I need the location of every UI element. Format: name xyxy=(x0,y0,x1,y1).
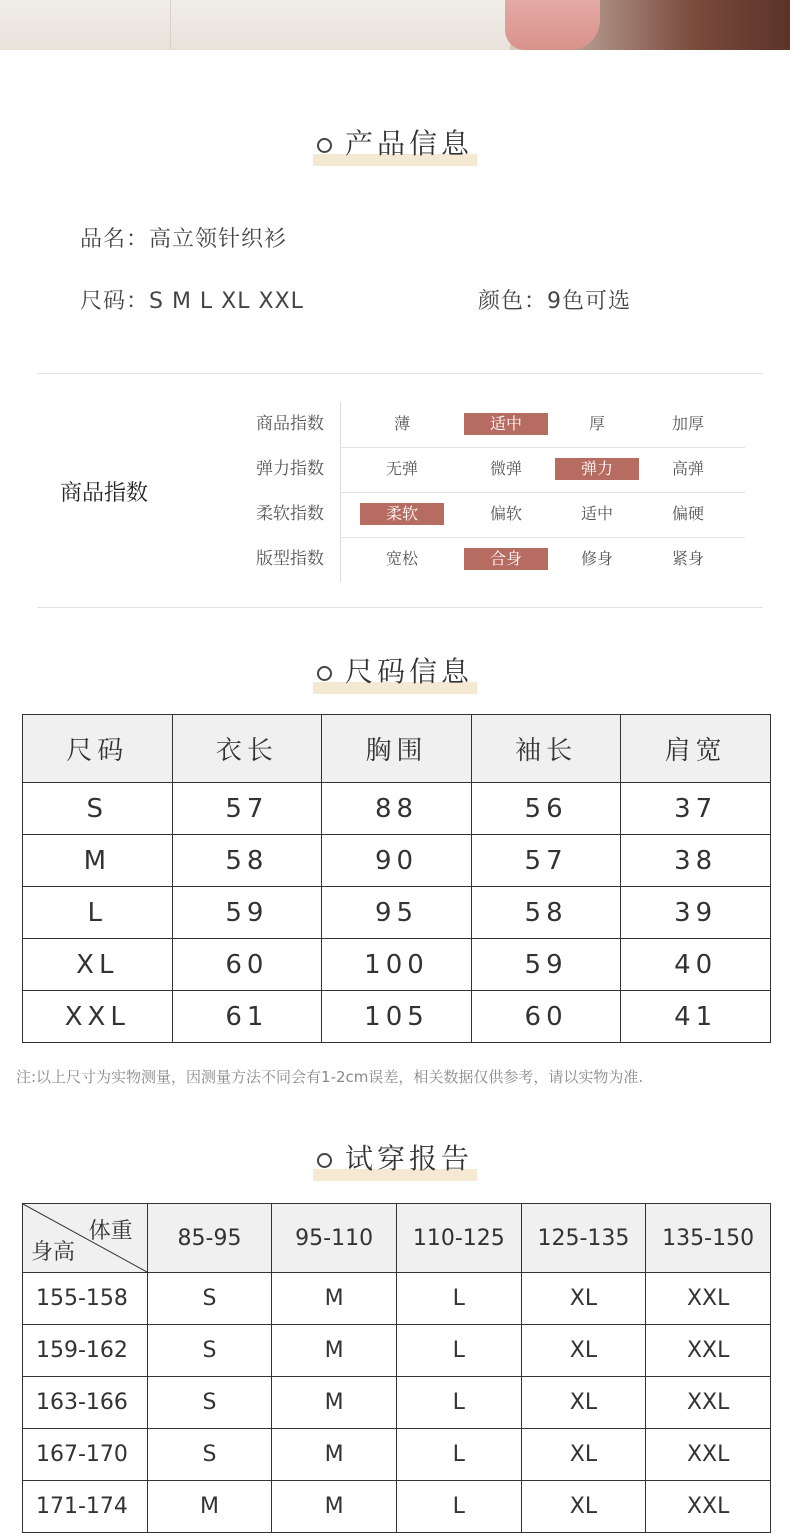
index-option-selected: 弹力 xyxy=(555,458,639,480)
size-cell: M xyxy=(23,835,173,887)
size-cell: 56 xyxy=(471,783,621,835)
product-info-title xyxy=(0,122,790,162)
product-colors: 颜色：9色可选 xyxy=(478,289,631,314)
height-range-cell: 163-166 xyxy=(23,1377,148,1429)
try-report-title-text: 试穿报告 xyxy=(345,1142,474,1175)
white-garment xyxy=(0,0,510,50)
recommended-size-cell: XL xyxy=(521,1429,646,1481)
recommended-size-cell: L xyxy=(396,1481,521,1533)
recommended-size-cell: XXL xyxy=(646,1429,771,1481)
recommended-size-cell: S xyxy=(147,1325,272,1377)
height-range-cell: 167-170 xyxy=(23,1429,148,1481)
index-option: 厚 xyxy=(588,414,605,433)
size-cell: 88 xyxy=(322,783,472,835)
recommended-size-cell: XXL xyxy=(646,1481,771,1533)
size-cell: 105 xyxy=(322,991,472,1043)
try-report-table xyxy=(22,1203,771,1533)
index-option: 偏软 xyxy=(489,504,522,523)
table-row xyxy=(23,1481,771,1533)
recommended-size-cell: XXL xyxy=(646,1273,771,1325)
size-cell: 41 xyxy=(621,991,771,1043)
height-range-cell: 159-162 xyxy=(23,1325,148,1377)
size-cell: L xyxy=(23,887,173,939)
recommended-size-cell: S xyxy=(147,1377,272,1429)
size-info-title xyxy=(0,650,790,690)
size-cell: 38 xyxy=(621,835,771,887)
index-option: 偏硬 xyxy=(671,504,704,523)
size-cell: 90 xyxy=(322,835,472,887)
table-row xyxy=(23,991,771,1043)
size-cell: 59 xyxy=(471,939,621,991)
weight-header-cell: 85-95 xyxy=(147,1204,272,1273)
recommended-size-cell: L xyxy=(396,1273,521,1325)
recommended-size-cell: M xyxy=(272,1481,397,1533)
size-cell: 37 xyxy=(621,783,771,835)
recommended-size-cell: XL xyxy=(521,1273,646,1325)
recommended-size-cell: M xyxy=(272,1273,397,1325)
size-header-cell: 尺码 xyxy=(23,715,173,783)
index-option: 薄 xyxy=(393,414,410,433)
product-sizes: 尺码：S M L XL XXL xyxy=(80,289,304,314)
size-cell: 57 xyxy=(172,783,322,835)
index-option: 加厚 xyxy=(671,414,704,433)
index-option: 修身 xyxy=(580,549,613,568)
table-row xyxy=(23,1273,771,1325)
recommended-size-cell: L xyxy=(396,1325,521,1377)
size-cell: 58 xyxy=(471,887,621,939)
recommended-size-cell: S xyxy=(147,1273,272,1325)
garment-seam xyxy=(170,0,171,50)
divider-top xyxy=(37,373,763,374)
index-row xyxy=(240,402,745,446)
circle-bullet-icon xyxy=(317,1153,332,1168)
size-cell: 60 xyxy=(471,991,621,1043)
index-option-selected: 柔软 xyxy=(360,503,444,525)
size-cell: 61 xyxy=(172,991,322,1043)
weight-header-cell: 110-125 xyxy=(396,1204,521,1273)
corner-cell xyxy=(23,1204,148,1273)
recommended-size-cell: M xyxy=(147,1481,272,1533)
circle-bullet-icon xyxy=(317,138,332,153)
recommended-size-cell: M xyxy=(272,1377,397,1429)
recommended-size-cell: XXL xyxy=(646,1325,771,1377)
size-header-cell: 肩宽 xyxy=(621,715,771,783)
index-row-label: 弹力指数 xyxy=(256,459,324,479)
height-range-cell: 155-158 xyxy=(23,1273,148,1325)
recommended-size-cell: XL xyxy=(521,1481,646,1533)
index-row xyxy=(240,492,745,536)
recommended-size-cell: L xyxy=(396,1429,521,1481)
size-header-cell: 胸围 xyxy=(322,715,472,783)
index-row-label: 版型指数 xyxy=(256,549,324,569)
recommended-size-cell: M xyxy=(272,1325,397,1377)
table-row xyxy=(23,939,771,991)
index-option: 适中 xyxy=(580,504,613,523)
recommended-size-cell: S xyxy=(147,1429,272,1481)
try-report-title xyxy=(0,1137,790,1177)
table-row xyxy=(23,1429,771,1481)
size-header-cell: 袖长 xyxy=(471,715,621,783)
recommended-size-cell: XXL xyxy=(646,1377,771,1429)
size-cell: XL xyxy=(23,939,173,991)
size-cell: 59 xyxy=(172,887,322,939)
index-option: 微弹 xyxy=(489,459,522,478)
index-row-label: 商品指数 xyxy=(256,414,324,434)
table-row xyxy=(23,887,771,939)
circle-bullet-icon xyxy=(317,666,332,681)
index-label: 商品指数 xyxy=(60,481,149,506)
table-row xyxy=(23,835,771,887)
index-option: 紧身 xyxy=(671,549,704,568)
index-option: 宽松 xyxy=(385,549,418,568)
index-row xyxy=(240,537,745,581)
size-cell: XXL xyxy=(23,991,173,1043)
size-cell: 40 xyxy=(621,939,771,991)
product-info-title-text: 产品信息 xyxy=(345,127,474,160)
product-name: 品名：高立领针织衫 xyxy=(80,227,288,252)
index-option: 无弹 xyxy=(385,459,418,478)
index-option-selected: 合身 xyxy=(464,548,548,570)
recommended-size-cell: XL xyxy=(521,1325,646,1377)
table-row xyxy=(23,1377,771,1429)
height-range-cell: 171-174 xyxy=(23,1481,148,1533)
index-option: 高弹 xyxy=(671,459,704,478)
index-row-label: 柔软指数 xyxy=(256,504,324,524)
recommended-size-cell: XL xyxy=(521,1377,646,1429)
measurement-note: 注:以上尺寸为实物测量，因测量方法不同会有1-2cm误差，相关数据仅供参考，请以实物为准. xyxy=(16,1068,644,1086)
size-header-cell: 衣长 xyxy=(172,715,322,783)
corner-weight-label: 体重 xyxy=(88,1219,133,1244)
size-cell: 60 xyxy=(172,939,322,991)
index-option-selected: 适中 xyxy=(464,413,548,435)
size-cell: 39 xyxy=(621,887,771,939)
size-cell: 58 xyxy=(172,835,322,887)
size-cell: 100 xyxy=(322,939,472,991)
size-cell: 57 xyxy=(471,835,621,887)
recommended-size-cell: L xyxy=(396,1377,521,1429)
size-table xyxy=(22,714,771,1043)
product-photo-strip xyxy=(0,0,790,50)
size-cell: 95 xyxy=(322,887,472,939)
weight-header-cell: 125-135 xyxy=(521,1204,646,1273)
table-row xyxy=(23,783,771,835)
size-table-header xyxy=(23,715,771,783)
try-table-header xyxy=(23,1204,771,1273)
pink-knit xyxy=(505,0,600,50)
weight-header-cell: 95-110 xyxy=(272,1204,397,1273)
size-cell: S xyxy=(23,783,173,835)
divider-bottom xyxy=(37,607,763,608)
index-row xyxy=(240,447,745,491)
weight-header-cell: 135-150 xyxy=(646,1204,771,1273)
size-info-title-text: 尺码信息 xyxy=(345,655,474,688)
table-row xyxy=(23,1325,771,1377)
corner-height-label: 身高 xyxy=(31,1240,76,1265)
recommended-size-cell: M xyxy=(272,1429,397,1481)
